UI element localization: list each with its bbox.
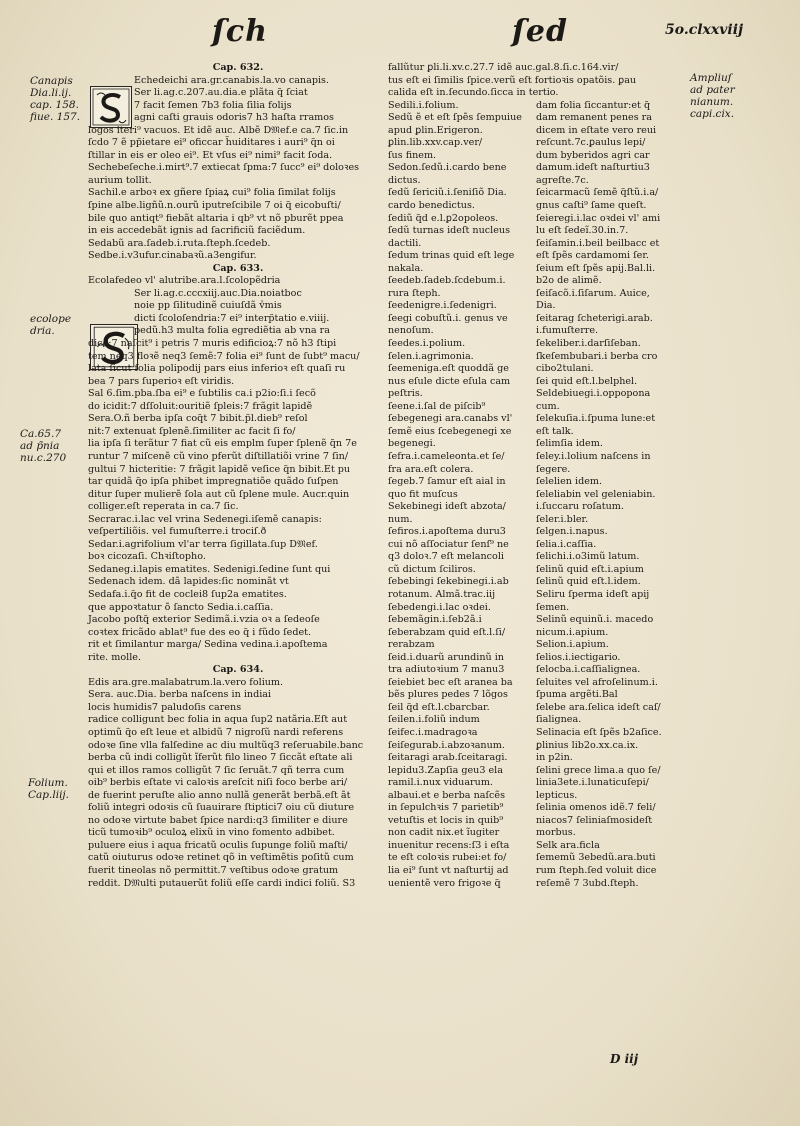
- text-line: reddit. D𝔐ulti putauerũt foliũ eſſe cardi indici foliũ. S3: [88, 877, 356, 889]
- text-line: de fuerint peruſte alio anno nullã generãt berbã.eſt ãt: [88, 789, 351, 801]
- text-line: colliger.eſt reperata in ca.7 ſic.: [88, 501, 239, 513]
- text-line: cibo2tulani.: [536, 363, 594, 375]
- text-line: ſegeb.7 ſamur eſt aial in: [388, 476, 506, 488]
- text-line: ramil.i.nux viduarum.: [388, 777, 493, 789]
- text-line: ſeley.i.lolium naſcens in: [536, 450, 651, 462]
- text-line: rite. molle.: [88, 651, 142, 663]
- text-line: morbus.: [536, 827, 576, 839]
- text-line: ſeluites vel afroſelinum.i.: [536, 676, 658, 688]
- text-line: agreſte.7c.: [536, 174, 589, 186]
- text-line: ſelen.i.agrimonia.: [388, 350, 474, 362]
- text-line: Ecolafedeo vl' alutribe.ara.l.ſcolopẽdria: [88, 275, 281, 287]
- text-line: ſus finem.: [388, 149, 437, 161]
- text-line: ſebedengi.i.lac oꝛdei.: [388, 601, 491, 613]
- text-line: tus eſt ei ſimilis ſpice.verũ eſt fortioꝛis opatõis. ꝑau: [388, 74, 637, 86]
- text-line: ſeium eſt ſpẽs apij.Bal.li.: [536, 262, 656, 274]
- text-line: [536, 62, 684, 75]
- text-line: Sedenach idem. dã lapides:ſic nominãt vt: [88, 576, 289, 588]
- text-line: ſeler.i.bler.: [536, 513, 589, 525]
- text-line: oib⁹ berbis eſtate vi caloꝛis areſcit niſi foco berbe ari/: [88, 777, 348, 789]
- text-line: ſcdo 7 ẽ pp̃ietare ei⁹ oficcar h̃uiditares i auri⁹ q̃n oi: [88, 137, 335, 149]
- text-line: ſebegenegi ara.canabs vl': [388, 413, 513, 425]
- text-line: ſeiſamin.i.beil beilbacc et: [536, 237, 660, 249]
- text-line: reſcunt.7c.ꝑaulus lepi/: [536, 137, 646, 149]
- text-line: bẽs plures pedes 7 lõgos: [388, 689, 508, 701]
- text-line: damum.ideſt naſturtiu3: [536, 162, 650, 174]
- text-line: ſediũ q̃d e.l.ꝑ2opoleos.: [388, 212, 499, 224]
- text-line: ſelebe ara.ſelica ideſt caſ/: [536, 701, 661, 713]
- text-line: Sal 6.ſim.pba.ſba ei⁹ e ſubtilis ca.i p2io:ſi.i ſecõ: [88, 388, 316, 400]
- text-line: i.ſuccaru roſatum.: [536, 501, 624, 513]
- text-line: Sedabũ ara.ſadeb.i.ruta.ſteph.ſcedeb.: [88, 237, 271, 249]
- text-line: Echedeichi ara.gr.canabis.la.vo canapis.: [134, 74, 330, 86]
- text-line: rum ſteph.ſed voluit dice: [536, 865, 657, 876]
- margin-note-ampliuf: Ampliuſ ad pater nianum. capi.cix.: [690, 72, 735, 120]
- text-line: nakala.: [388, 262, 424, 274]
- text-line: ſedũ ſericiũ.i.ſeniſiõ Dia.: [388, 187, 507, 199]
- text-line: aurium tollit.: [88, 174, 152, 186]
- text-line: ſeid.i.duarũ arundinũ in: [388, 651, 504, 663]
- text-line: 7 facit ſemen 7b3 folia ſilia folijs: [134, 99, 292, 111]
- text-line: nit:7 extenuat ſplenẽ.ſimiliter ac facit ſi fo/: [88, 425, 296, 437]
- text-line: ſpuma argẽti.Bal: [536, 689, 618, 701]
- text-line: coꝛtex fricãdo ablat⁹ fue des eo q̃ i fũdo ſedet.: [88, 626, 312, 638]
- text-line: reſemẽ 7 3ubd.ſteph.: [536, 877, 639, 889]
- text-line: runtur 7 miſcenẽ cũ vino pferũt diſtillatiõi vrine 7 ſin/: [88, 450, 349, 462]
- text-line: ticũ tumoꝛib⁹ oculoꝝ elixũ in vino fomento adbibet.: [88, 827, 335, 839]
- text-line: lata ſicut folia polipodij pars eius inferioꝛ eſt quaſi ru: [88, 363, 346, 375]
- text-line: ſelinũ quid eſt.i.apium: [536, 563, 644, 575]
- text-line: in p2in.: [536, 752, 573, 764]
- text-line: Sera. auc.Dia. berba naſcens in indiai: [88, 689, 272, 701]
- text-line: ſeemeniga.eſt quoddã ge: [388, 363, 509, 375]
- text-line: noie pp ſilitudinẽ cuiuſdã v̾mis: [134, 300, 282, 312]
- text-line: tra adiutoꝛium 7 manu3: [388, 664, 505, 676]
- text-line: nus eſule dicte eſula cam: [388, 375, 511, 387]
- text-line: logos iteri⁹ vacuos. Et idẽ auc. Albẽ D𝔐ef.e ca.7 ſic.in: [88, 124, 349, 136]
- text-line: apud ꝑlin.Erigeron.: [388, 124, 483, 136]
- text-line: inuenitur recens:ſ3 i eſta: [388, 839, 510, 851]
- text-line: ſeieregi.i.lac oꝛdei vl' ami: [536, 212, 661, 224]
- text-line: ſelocba.i.caſſialignea.: [536, 664, 641, 676]
- text-line: veſpertiliõis. vel fumuſterre.i trociſ.ð: [88, 526, 267, 538]
- text-line: ſeiebiet bec eſt aranea ba: [388, 676, 513, 688]
- text-line: fuerit tineolas nõ permittit.7 veſtibus odoꝛe gratum: [88, 865, 339, 876]
- text-line: ſeedenigre.i.ſedenigri.: [388, 300, 497, 312]
- text-line: in ſepulchꝛis 7 parietib⁹: [388, 802, 504, 814]
- text-line: que appoꝛtatur õ ſancto Sedia.i.caſſia.: [88, 601, 274, 613]
- text-line: dam remanent penes ra: [536, 112, 652, 124]
- text-line: ſegere.: [536, 463, 571, 475]
- text-line: in eis accedebãt ignis ad ſacrificiũ faciẽdum.: [88, 225, 306, 237]
- text-line: ſei quid eſt.l.belphel.: [536, 375, 638, 387]
- left-text-column: [88, 62, 388, 890]
- text-line: ſeene.i.ſal de piſcib⁹: [388, 400, 486, 412]
- text-line: nenoſum.: [388, 325, 434, 337]
- text-line: Sekebinegi ideſt abzota/: [388, 501, 506, 513]
- text-line: rit et ſimilantur marga/ Sedina vedina.i.apoſtema: [88, 639, 328, 651]
- text-line: rura ſteph.: [388, 287, 441, 299]
- text-line: ſekeliber.i.darſiſeban.: [536, 338, 641, 350]
- text-line: berba cũ indi colligũt ĩferũt filo lineo 7 ſiccãt eſtate ali: [88, 752, 353, 764]
- text-line: ſefiros.i.apoſtema duru3: [388, 526, 506, 538]
- text-line: ꝑlin.lib.xxv.cap.ver/: [388, 137, 483, 149]
- text-line: gultui 7 hicteritie: 7 frãgit lapidẽ veſice q̃n bibit.Et pu: [88, 463, 351, 475]
- text-line: Seliru ſperma ideſt apij: [536, 588, 650, 600]
- text-line: ſelios.i.iectigario.: [536, 651, 621, 663]
- text-line: te eſt coloꝛis rubei:et fo/: [388, 852, 507, 864]
- text-line: qui et illos ramos colligũt 7 ſic ſeruãt.7 qñ terra cum: [88, 764, 345, 776]
- text-line: ſelinia omenos idẽ.7 feli/: [536, 802, 656, 814]
- text-line: dactili.: [388, 237, 422, 249]
- text-line: rerabzam: [388, 639, 435, 651]
- text-line: Sedar.i.agrifolium vl'ar terra ſigillata.ſup D𝔐ef.: [88, 538, 318, 550]
- text-line: do icidit:7 dſſoluit:ouritiẽ ſpleis:7 frãgit lapidẽ: [88, 400, 313, 412]
- margin-note-canapis: Canapis Dia.li.ij. cap. 158. fiue. 157.: [30, 75, 81, 123]
- text-line: ſeil q̃d eſt.l.cbarcbar.: [388, 701, 490, 713]
- signature-mark: D iij: [610, 1052, 639, 1066]
- text-line: ditur ſuper mulierẽ ſola aut cũ ſplene mule. Aucr.quin: [88, 488, 350, 500]
- text-line: ſeedeb.ſadeb.ſcdebum.i.: [388, 275, 506, 287]
- text-line: bile quo antiqt⁹ fiebãt altaria i qb⁹ vt nõ pburẽt ppea: [88, 212, 344, 224]
- text-line: ſeedes.i.polium.: [388, 338, 466, 350]
- text-line: ſebebingi ſekebinegi.i.ab: [388, 576, 509, 588]
- text-line: fallũtur ꝑli.li.xv.c.27.7 idẽ auc.gal.8.ſi.c.164.vir/: [388, 62, 619, 73]
- text-line: ſedũ turnas ideſt nucleus: [388, 225, 511, 237]
- text-line: ſeleliabin vel geleniabin.: [536, 488, 656, 500]
- text-line: Sera.O.ñ berba ipſa coq̃t 7 bibit.p̃l.dieb⁹ reſol: [88, 413, 308, 425]
- text-line: rotanum. Almã.trac.iij: [388, 588, 496, 600]
- text-line: Ser li.ag.c.207.au.dia.e plãta q̃ ſciat: [134, 87, 308, 99]
- text-line: ſelini grece lima.a quo ſe/: [536, 764, 661, 776]
- text-line: Sedon.ſedũ.i.cardo bene: [388, 162, 507, 174]
- running-head-right: ſed: [512, 14, 568, 49]
- text-line: ſememũ 3ebedũ.ara.buti: [536, 852, 656, 864]
- text-line: tem neq3 floꝛẽ neq3 ſemẽ:7 folia ei⁹ ſunt de ſubt⁹ macu/: [88, 350, 360, 362]
- text-line: niacos7 ſeliniaſmosideſt: [536, 814, 653, 826]
- text-line: Seldebiuegi.i.oppopona: [536, 388, 651, 400]
- text-line: cardo benedictus.: [388, 200, 475, 212]
- text-line: ſelgen.i.napus.: [536, 526, 608, 538]
- text-line: tar quidã q̃o ipſa phibet impregnatiõe quãdo ſuſpen: [88, 476, 339, 488]
- text-line: Selinũ equinũ.i. macedo: [536, 614, 654, 626]
- text-line: dam folia ſiccantur:et q̃: [536, 99, 651, 111]
- text-line: Sachil.e arboꝛ ex gñere ſpiaꝝ cui⁹ folia ſimilat folijs: [88, 187, 336, 199]
- text-line: ſtillar in eis er oleo ei⁹. Et vſus ei⁹ nimi⁹ facit ſoda.: [88, 149, 333, 161]
- text-line: Sedaneg.i.lapis ematites. Sedenigi.ſedine ſunt qui: [88, 563, 331, 575]
- right-text-column: [536, 62, 684, 890]
- text-line: ſelekuſia.i.ſpuma lune:et: [536, 413, 656, 425]
- text-line: Cap. 634.: [212, 664, 264, 676]
- text-line: ſeitarag ſcheterigi.arab.: [536, 312, 653, 324]
- text-line: dicti ſcoloſendria:7 ei⁹ interp̃tatio e.viiij.: [134, 312, 330, 324]
- margin-note-ca65: Ca.65.7 ad p̃nia nu.c.270: [20, 428, 67, 464]
- text-line: linia3ete.i.lunaticuſepi/: [536, 777, 649, 789]
- text-line: dice:7 naſcit⁹ i petris 7 muris edificioꝝ:7 nõ h3 ſtipi: [88, 338, 337, 350]
- text-line: quo fit muſcus: [388, 488, 458, 500]
- text-line: no odoꝛe virtute babet ſpice nardi:q3 ſimiliter e diure: [88, 814, 348, 826]
- text-line: ſelelien idem.: [536, 476, 603, 488]
- text-line: ſeicarmacũ ſemẽ q̃ſtũ.i.a/: [536, 187, 659, 199]
- text-line: boꝛ cicozaſi. Chꝛiſtopho.: [88, 551, 206, 563]
- text-line: q3 doloꝛ.7 eſt melancoli: [388, 551, 504, 563]
- text-line: lia ei⁹ ſunt vt naſturtij ad: [388, 865, 509, 876]
- margin-note-scolopendria: ecolope dria.: [30, 313, 72, 337]
- text-line: optimũ q̃o eſt leue et albidũ 7 nigroſũ nardi referens: [88, 726, 344, 738]
- text-line: radice colligunt bec folia in aqua ſup2 natãria.Eſt aut: [88, 714, 348, 726]
- text-line: ſialignea.: [536, 714, 582, 726]
- text-line: puluere eius i aqua fricatũ oculis ſupunge foliũ maſti/: [88, 839, 348, 851]
- text-line: dum byberidos agri car: [536, 149, 650, 161]
- text-line: peſtris.: [388, 388, 423, 400]
- text-line: Sedũ ẽ et eſt ſpẽs ſempuiue: [388, 112, 522, 124]
- text-line: [536, 75, 684, 88]
- text-line: uenientẽ vero frigoꝛe q̃: [388, 877, 501, 889]
- text-line: cui nõ aſſociatur ſenſ⁹ ne: [388, 538, 509, 550]
- text-line: Sedafa.i.q̃o fit de coclei8 ſup2a ematites.: [88, 588, 287, 600]
- text-line: ſelimſia idem.: [536, 438, 603, 450]
- text-line: lia ipſa ſi terãtur 7 fiat cũ eis emplm ſuper ſplenẽ q̃n 7e: [88, 438, 357, 450]
- text-line: foliũ integri odoꝛis cũ ſuauirare ſtiptici7 oiu cũ diuture: [88, 802, 355, 814]
- text-line: Dia.: [536, 300, 556, 312]
- text-line: Cap. 632.: [212, 62, 264, 73]
- text-line: non cadit nix.et ĩugiter: [388, 827, 500, 839]
- text-line: Selk ara.ficla: [536, 839, 600, 851]
- text-line: odoꝛe ſine vlla falſedine ac diu multũq3 reſeruabile.banc: [88, 739, 364, 751]
- text-line: Sedbe.i.v3ufur.cinabaꝛũ.a3engifur.: [88, 250, 257, 262]
- text-line: ſedum trinas quid eſt lege: [388, 250, 515, 262]
- text-line: ꝑlinius lib2o.xx.ca.ix.: [536, 739, 639, 751]
- text-line: dictus.: [388, 174, 421, 186]
- text-line: begenegi.: [388, 438, 436, 450]
- text-line: ſeegi cobuſtũ.i. genus ve: [388, 312, 508, 324]
- text-line: ſefra.i.cameleonta.et ſe/: [388, 450, 505, 462]
- text-line: ſelia.i.caſſia.: [536, 538, 597, 550]
- text-line: nicum.i.apium.: [536, 626, 609, 638]
- text-line: Sedili.i.folium.: [388, 99, 459, 111]
- text-line: lepticus.: [536, 789, 578, 801]
- text-line: ſeifec.i.madragoꝛa: [388, 726, 478, 738]
- text-line: ſeitaragi arab.ſceitaragi.: [388, 752, 508, 764]
- text-line: Ser li.ag.c.cccxiij.auc.Dia.noiatboc: [134, 287, 302, 299]
- text-line: b2o de alimẽ.: [536, 275, 602, 287]
- folio-number: 5o.clxxviij: [665, 22, 744, 38]
- margin-note-folium: Folium. Cap.liij.: [28, 777, 70, 801]
- text-line: locis humidis7 paludoſis carens: [88, 701, 242, 713]
- text-line: ſkeſembubari.i berba cro: [536, 350, 658, 362]
- text-line: cum.: [536, 400, 560, 412]
- text-line: Edis ara.gre.malabatrum.la.vero folium.: [88, 676, 284, 688]
- text-line: eſt ſpẽs cardamomi ſer.: [536, 250, 649, 262]
- text-line: albaui.et e berba naſcẽs: [388, 789, 505, 801]
- text-line: lu eſt ſedeĩ.30.in.7.: [536, 225, 629, 237]
- text-line: ſebemãgin.i.ſeb2ã.i: [388, 614, 482, 626]
- text-line: eſt talk.: [536, 425, 574, 437]
- running-head-left: ſch: [212, 14, 268, 49]
- text-line: ſeiſegurab.i.abzoꝛanum.: [388, 739, 505, 751]
- text-line: bea 7 pars ſuperioꝛ eſt viridis.: [88, 375, 235, 387]
- text-line: vetuſtis et locis in quib⁹: [388, 814, 504, 826]
- text-line: cũ dictum ſciliros.: [388, 563, 476, 575]
- text-line: ſelinũ quid eſt.l.idem.: [536, 576, 641, 588]
- text-line: ſemẽ eius ſcebegenegi xe: [388, 425, 512, 437]
- text-line: Jacobo poſtq̃ exterior Sedimã.i.vzia oꝛ a ſedeoſe: [88, 614, 320, 626]
- text-line: agni caſti grauis odoris7 h3 haſta rramos: [134, 112, 334, 124]
- text-line: Selinacia eſt ſpẽs b2aſice.: [536, 726, 662, 738]
- text-line: Cap. 633.: [212, 262, 264, 274]
- text-line: ſeberabzam quid eſt.l.ſi/: [388, 626, 506, 638]
- text-line: [536, 87, 684, 100]
- text-line: fra ara.eſt colera.: [388, 463, 474, 475]
- text-line: Sechebeſeche.i.mirt⁹.7 extiecat ſpma:7 ſucc⁹ ei⁹ doloꝛes: [88, 162, 360, 174]
- text-line: gnus caſti⁹ ſame queſt.: [536, 200, 647, 212]
- text-line: ſeiſacõ.i.ſiſarum. Auice,: [536, 287, 650, 299]
- text-line: Selion.i.apium.: [536, 639, 609, 651]
- text-line: ſelichi.i.o3imũ latum.: [536, 551, 640, 563]
- text-line: i.fumuſterre.: [536, 325, 599, 337]
- text-line: num.: [388, 513, 413, 525]
- text-line: calida eſt in.ſecundo.ſicca in tertio.: [388, 87, 559, 99]
- text-line: pedũ.h3 multa folia egrediẽtia ab vna ra: [134, 325, 330, 337]
- text-line: ſpine albe.ligñũ.n.ourũ iputreſcibile 7 oi q̃ eicobuſti/: [88, 200, 341, 212]
- text-line: Secrarac.i.lac vel vrina Sedenegi.iſemẽ canapis:: [88, 513, 322, 525]
- text-line: ſemen.: [536, 601, 570, 613]
- text-line: lepidu3.Zapſia geu3 ela: [388, 764, 503, 776]
- text-line: catũ oiuturus odoꝛe retinet qõ in veſtimẽtis poſitũ cum: [88, 852, 354, 864]
- text-line: ſeilen.i.foliũ indum: [388, 714, 480, 726]
- text-line: dicem in eſtate vero reui: [536, 124, 657, 136]
